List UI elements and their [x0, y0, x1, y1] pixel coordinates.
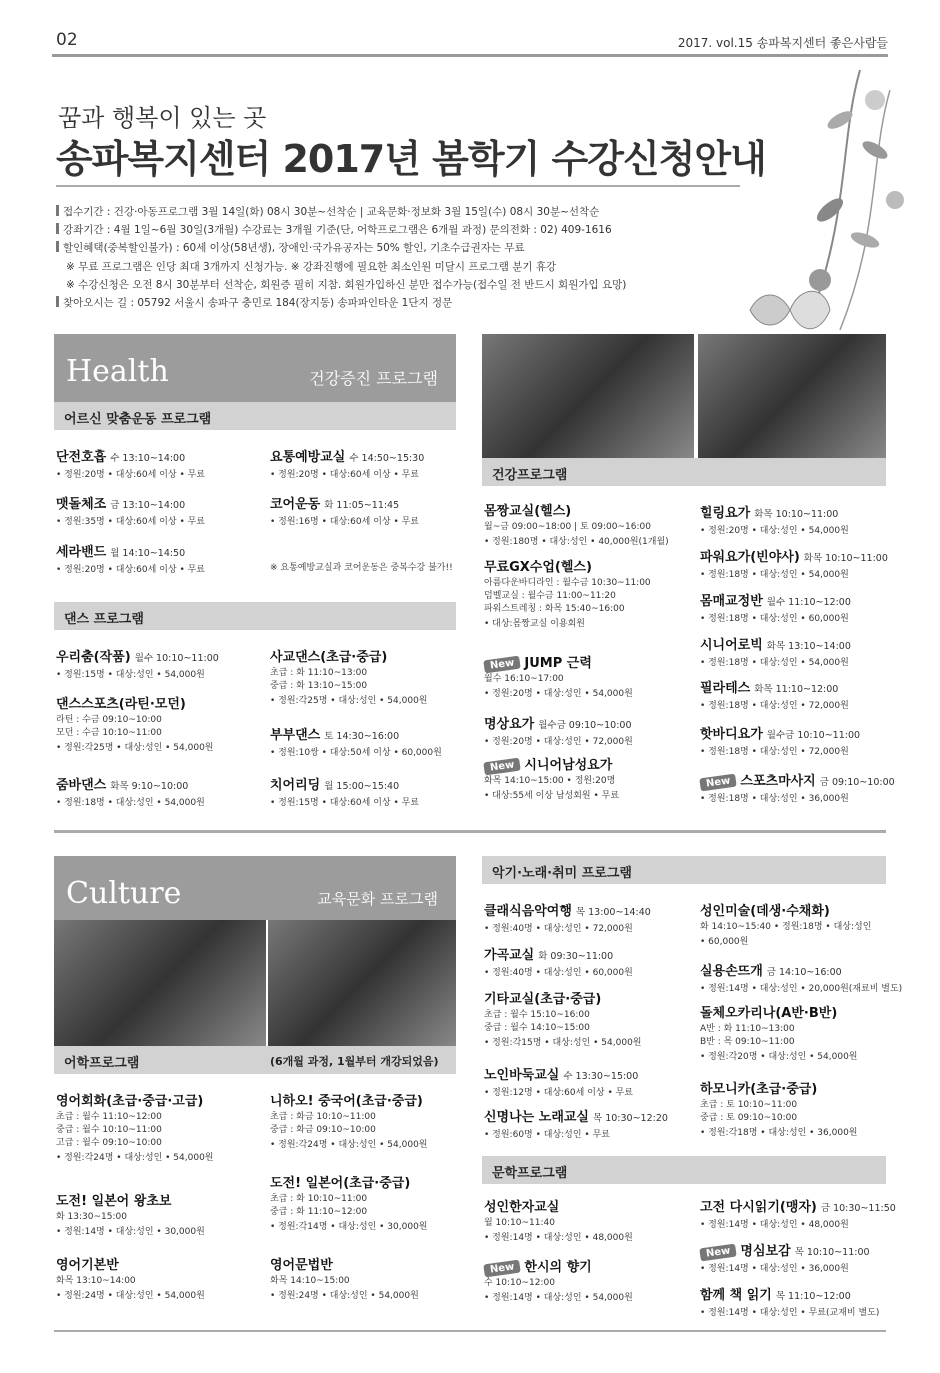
program-schedule: 중급 : 화 13:10~15:00 [270, 681, 368, 691]
footer-divider [54, 1330, 886, 1332]
culture-banner [54, 856, 456, 920]
program-item [270, 446, 424, 480]
program-schedule: 초급 : 화 10:10~11:00 [270, 1194, 368, 1204]
program-name: 세라밴드 월 14:10~14:50 [56, 545, 186, 560]
program-name: 기타교실(초급·중급) [484, 992, 602, 1007]
program-item [700, 546, 888, 580]
program-item [700, 1240, 870, 1274]
program-schedule: 화목 14:10~15:00 [270, 1276, 350, 1286]
program-details: • 정원:18명 • 대상:성인 • 54,000원 [700, 570, 849, 580]
music-band: 악기·노래·취미 프로그램 [482, 856, 886, 884]
program-name: 댄스스포츠(라틴·모던) [56, 697, 186, 712]
program-name: 클래식음악여행 목 13:00~14:40 [484, 904, 651, 919]
program-time: 화목 13:10~14:00 [766, 641, 851, 652]
info-line: 할인혜택(중복할인불가) : 60세 이상(58년생), 장애인·국가유공자는 50% 할인, 기초수급권자는 무료 [56, 240, 525, 255]
new-badge: New [483, 758, 521, 776]
program-time: 화목 10:10~11:00 [754, 509, 839, 520]
program-name: 돌체오카리나(A반·B반) [700, 1006, 838, 1021]
program-details: • 정원:각18명 • 대상:성인 • 36,000원 [700, 1128, 858, 1138]
program-item [56, 693, 213, 753]
program-time: 금 14:10~16:00 [766, 967, 842, 978]
program-name: 노인바둑교실 수 13:30~15:00 [484, 1068, 639, 1083]
photo-yoga-class [482, 334, 694, 458]
photo-culture-class [268, 920, 456, 1046]
program-details: • 정원:각25명 • 대상:성인 • 54,000원 [56, 743, 214, 753]
program-name: 파워요가(빈야사) 화목 10:10~11:00 [700, 550, 888, 565]
program-schedule: 파워스트레칭 : 화목 15:40~16:00 [484, 604, 625, 614]
program-item [56, 646, 219, 680]
program-item [270, 1254, 419, 1301]
program-schedule: B반 : 목 09:10~11:00 [700, 1037, 795, 1047]
program-name: 성인한자교실 [484, 1200, 560, 1215]
program-time: 수 13:10~14:00 [110, 453, 186, 464]
program-details: • 정원:18명 • 대상:성인 • 54,000원 [700, 658, 849, 668]
program-item [484, 988, 641, 1048]
program-time: 수 13:30~15:00 [563, 1071, 639, 1082]
program-details: • 정원:24명 • 대상:성인 • 54,000원 [270, 1291, 419, 1301]
program-details: • 정원:각20명 • 대상:성인 • 54,000원 [700, 1052, 858, 1062]
program-details: • 정원:18명 • 대상:성인 • 36,000원 [700, 794, 849, 804]
program-time: 월수금 09:10~10:00 [538, 720, 632, 731]
program-name: New 스포츠마사지 금 09:10~10:00 [700, 770, 895, 789]
program-time: 월수 10:10~11:00 [134, 653, 219, 664]
program-time: 월수 11:10~12:00 [766, 597, 851, 608]
program-time: 금 10:30~11:50 [820, 1203, 896, 1214]
program-details: • 정원:35명 • 대상:60세 이상 • 무료 [56, 517, 206, 527]
program-details: • 정원:20명 • 대상:성인 • 54,000원 [700, 526, 849, 536]
program-details: • 정원:24명 • 대상:성인 • 54,000원 [56, 1291, 205, 1301]
info-note: ※ 수강신청은 오전 8시 30분부터 선착순, 회원증 필히 지참. 회원가입하신 분만 접수가능(접수일 전 반드시 회원가입 요망) [66, 279, 627, 291]
program-details: • 정원:18명 • 대상:성인 • 72,000원 [700, 701, 849, 711]
program-details: • 정원:10쌍 • 대상:50세 이상 • 60,000원 [270, 748, 442, 758]
program-name: 니하오! 중국어(초급·중급) [270, 1094, 423, 1109]
program-item [484, 1064, 638, 1098]
program-name: New 한시의 향기 [484, 1256, 633, 1275]
program-schedule: 월 10:10~11:40 [484, 1218, 555, 1228]
program-name: 사교댄스(초급·중급) [270, 650, 388, 665]
program-item [700, 1078, 857, 1138]
program-name: 함께 책 읽기 목 11:10~12:00 [700, 1288, 851, 1303]
culture-subtitle: 교육문화 프로그램 [317, 890, 438, 908]
program-name: 부부댄스 토 14:30~16:00 [270, 728, 400, 743]
new-badge: New [483, 1260, 521, 1278]
program-schedule: 초급 : 화금 10:10~11:00 [270, 1112, 376, 1122]
program-details: • 정원:14명 • 대상:성인 • 20,000원(재료비 별도) [700, 984, 903, 994]
program-details: • 정원:각25명 • 대상:성인 • 54,000원 [270, 696, 428, 706]
program-time: 화목 11:10~12:00 [754, 684, 839, 695]
program-item [484, 754, 619, 801]
program-details: • 정원:12명 • 대상:60세 이상 • 무료 [484, 1088, 634, 1098]
program-name: 단전호흡 수 13:10~14:00 [56, 450, 186, 465]
program-item [700, 1002, 857, 1062]
info-line: 접수기간 : 건강·아동프로그램 3월 14일(화) 08시 30분~선착순 | 교육문화·정보화 3월 15일(수) 08시 30분~선착순 [56, 204, 599, 219]
program-details: • 60,000원 [700, 937, 749, 947]
info-note: ※ 무료 프로그램은 인당 최대 3개까지 신청가능. ※ 강좌진행에 필요한 최소인원 미달시 프로그램 분기 휴강 [66, 261, 557, 273]
program-details: • 정원:20명 • 대상:성인 • 54,000원 [484, 689, 633, 699]
program-schedule: 화목 13:10~14:00 [56, 1276, 136, 1286]
program-schedule: 화목 14:10~15:00 • 정원:20명 [484, 776, 616, 786]
program-item [270, 493, 419, 527]
program-details: • 대상:몸짱교실 이용회원 [484, 619, 586, 629]
program-schedule: 초급 : 토 10:10~11:00 [700, 1100, 798, 1110]
program-details: • 정원:14명 • 대상:성인 • 30,000원 [56, 1227, 205, 1237]
dance-band: 댄스 프로그램 [54, 602, 456, 630]
program-schedule: 중급 : 화금 09:10~10:00 [270, 1125, 376, 1135]
program-item [700, 1284, 879, 1318]
program-details: • 정원:14명 • 대상:성인 • 54,000원 [484, 1293, 633, 1303]
senior-note: ※ 요통예방교실과 코어운동은 중복수강 불가!! [270, 563, 453, 573]
program-name: 신명나는 노래교실 목 10:30~12:20 [484, 1110, 668, 1125]
program-details: • 정원:180명 • 대상:성인 • 40,000원(1개월) [484, 537, 669, 547]
program-schedule: 덤벨교실 : 월수금 11:00~11:20 [484, 591, 616, 601]
program-details: • 정원:16명 • 대상:60세 이상 • 무료 [270, 517, 420, 527]
health-subtitle: 건강증진 프로그램 [309, 369, 438, 388]
program-name: 하모니카(초급·중급) [700, 1082, 818, 1097]
program-schedule: 화 14:10~15:40 • 정원:18명 • 대상:성인 [700, 922, 872, 932]
program-time: 월수금 10:10~11:00 [766, 730, 861, 741]
program-item [700, 677, 849, 711]
program-name: 고전 다시읽기(맹자) 금 10:30~11:50 [700, 1200, 896, 1215]
program-name: 시니어로빅 화목 13:10~14:00 [700, 638, 851, 653]
program-details: • 정원:60명 • 대상:성인 • 무료 [484, 1130, 610, 1140]
program-schedule: 중급 : 화 11:10~12:00 [270, 1207, 368, 1217]
program-item [700, 900, 871, 947]
program-name: 치어리딩 월 15:00~15:40 [270, 778, 400, 793]
program-schedule: 고급 : 월수 09:10~10:00 [56, 1138, 162, 1148]
program-schedule: 화 13:30~15:00 [56, 1212, 127, 1222]
flower-decoration [690, 60, 910, 340]
new-badge: New [699, 1244, 737, 1262]
program-name: 영어기본반 [56, 1258, 119, 1273]
program-schedule: 중급 : 월수 10:10~11:00 [56, 1125, 162, 1135]
program-details: • 정원:14명 • 대상:성인 • 무료(교재비 별도) [700, 1308, 880, 1318]
issue-info: 2017. vol.15 송파복지센터 좋은사람들 [677, 36, 888, 50]
program-name: 도전! 일본어 왕초보 [56, 1194, 172, 1209]
program-name: New JUMP 근력 [484, 652, 633, 671]
program-time: 목 10:30~12:20 [593, 1113, 668, 1124]
program-schedule: 수 10:10~12:00 [484, 1278, 555, 1288]
program-schedule: 초급 : 월수 11:10~12:00 [56, 1112, 162, 1122]
program-item [700, 634, 851, 668]
program-name: 줌바댄스 화목 9:10~10:00 [56, 778, 189, 793]
program-time: 금 09:10~10:00 [819, 777, 895, 788]
culture-title: Culture [66, 876, 182, 911]
program-details: • 정원:20명 • 대상:60세 이상 • 무료 [270, 470, 420, 480]
photo-exercise-class [698, 334, 886, 458]
program-details: • 대상:55세 이상 남성회원 • 무료 [484, 791, 620, 801]
health-program-band: 건강프로그램 [482, 458, 886, 486]
program-name: 몸매교정반 월수 11:10~12:00 [700, 594, 851, 609]
program-details: • 정원:15명 • 대상:성인 • 54,000원 [56, 670, 205, 680]
program-item [484, 900, 651, 934]
program-time: 화 09:30~11:00 [538, 951, 614, 962]
sub-title: 꿈과 행복이 있는 곳 [58, 104, 267, 132]
program-details: • 정원:20명 • 대상:60세 이상 • 무료 [56, 470, 206, 480]
program-item [270, 1172, 427, 1232]
program-name: 도전! 일본어(초급·중급) [270, 1176, 411, 1191]
program-details: • 정원:각24명 • 대상:성인 • 54,000원 [56, 1153, 214, 1163]
program-details: • 정원:20명 • 대상:60세 이상 • 무료 [56, 565, 206, 575]
header-divider [52, 54, 888, 57]
program-name: 핫바디요가 월수금 10:10~11:00 [700, 727, 861, 742]
program-schedule: 중급 : 월수 14:10~15:00 [484, 1023, 590, 1033]
program-details: • 정원:15명 • 대상:60세 이상 • 무료 [270, 798, 420, 808]
program-item [484, 556, 651, 629]
program-schedule: A반 : 화 11:10~13:00 [700, 1024, 795, 1034]
program-item [270, 724, 442, 758]
lit-band: 문학프로그램 [482, 1156, 886, 1184]
program-name: 영어회화(초급·중급·고급) [56, 1094, 204, 1109]
program-item [700, 960, 902, 994]
program-item [56, 493, 205, 527]
program-name: 힐링요가 화목 10:10~11:00 [700, 506, 839, 521]
program-item [484, 713, 633, 747]
program-details: • 정원:18명 • 대상:성인 • 60,000원 [700, 614, 849, 624]
program-item [270, 646, 427, 706]
program-item [56, 774, 205, 808]
program-details: • 정원:14명 • 대상:성인 • 36,000원 [700, 1264, 849, 1274]
program-details: • 정원:20명 • 대상:성인 • 72,000원 [484, 737, 633, 747]
health-title: Health [66, 354, 169, 389]
program-item [270, 1090, 427, 1150]
main-title: 송파복지센터 2017년 봄학기 수강신청안내 [56, 137, 766, 181]
section-divider [54, 830, 886, 833]
program-item [484, 652, 633, 699]
program-item [700, 590, 851, 624]
program-item [484, 944, 633, 978]
program-schedule: 아름다운바디라인 : 월수금 10:30~11:00 [484, 578, 651, 588]
program-details: • 정원:40명 • 대상:성인 • 60,000원 [484, 968, 633, 978]
program-name: 성인미술(데생·수채화) [700, 904, 830, 919]
program-name: 코어운동 화 11:05~11:45 [270, 497, 400, 512]
program-time: 목 11:10~12:00 [775, 1291, 851, 1302]
program-item [700, 502, 849, 536]
title-underline [56, 185, 740, 187]
program-time: 수 14:50~15:30 [349, 453, 425, 464]
program-details: • 정원:각24명 • 대상:성인 • 54,000원 [270, 1140, 428, 1150]
program-name: 무료GX수업(헬스) [484, 560, 592, 575]
program-item [56, 446, 205, 480]
new-badge: New [483, 656, 521, 674]
program-item [56, 1190, 205, 1237]
program-name: 요통예방교실 수 14:50~15:30 [270, 450, 425, 465]
program-time: 금 13:10~14:00 [110, 500, 186, 511]
program-time: 목 13:00~14:40 [575, 907, 651, 918]
program-item [484, 1256, 633, 1303]
program-item [56, 1090, 213, 1163]
program-time: 화목 9:10~10:00 [110, 781, 189, 792]
program-name: New 명심보감 목 10:10~11:00 [700, 1240, 870, 1259]
info-line: 강좌기간 : 4월 1일~6월 30일(3개월) 수강료는 3개월 기준(단, 어학프로그램은 6개월 과정) 문의전화 : 02) 409-1616 [56, 222, 612, 237]
program-details: • 정원:18명 • 대상:성인 • 54,000원 [56, 798, 205, 808]
program-item [56, 1254, 205, 1301]
program-item [56, 541, 205, 575]
program-name: New 시니어남성요가 [484, 754, 619, 773]
program-schedule: 월수 16:10~17:00 [484, 674, 564, 684]
program-name: 맷돌체조 금 13:10~14:00 [56, 497, 186, 512]
program-time: 목 10:10~11:00 [794, 1247, 870, 1258]
program-schedule: 초급 : 화 11:10~13:00 [270, 668, 368, 678]
program-details: • 정원:각14명 • 대상:성인 • 30,000원 [270, 1222, 428, 1232]
program-schedule: 중급 : 토 09:10~10:00 [700, 1113, 798, 1123]
info-line: 찾아오시는 길 : 05792 서울시 송파구 충민로 184(장지동) 송파파인타운 1단지 정문 [56, 295, 452, 310]
health-banner [54, 334, 456, 402]
program-name: 우리춤(작품) 월수 10:10~11:00 [56, 650, 219, 665]
program-time: 화목 10:10~11:00 [803, 553, 888, 564]
program-item [484, 500, 669, 547]
program-name: 명상요가 월수금 09:10~10:00 [484, 717, 632, 732]
program-schedule: 월~금 09:00~18:00 | 토 09:00~16:00 [484, 522, 651, 532]
program-details: • 정원:18명 • 대상:성인 • 72,000원 [700, 747, 849, 757]
program-time: 토 14:30~16:00 [324, 731, 400, 742]
program-item [700, 770, 895, 804]
page-number: 02 [56, 30, 78, 50]
program-details: • 정원:40명 • 대상:성인 • 72,000원 [484, 924, 633, 934]
program-item [484, 1196, 633, 1243]
program-time: 화 11:05~11:45 [324, 500, 400, 511]
program-time: 월 14:10~14:50 [110, 548, 186, 559]
program-name: 영어문법반 [270, 1258, 333, 1273]
program-time: 월 15:00~15:40 [324, 781, 400, 792]
program-name: 몸짱교실(헬스) [484, 504, 572, 519]
new-badge: New [699, 774, 737, 792]
program-name: 가곡교실 화 09:30~11:00 [484, 948, 614, 963]
program-details: • 정원:14명 • 대상:성인 • 48,000원 [700, 1220, 849, 1230]
program-schedule: 모던 : 수금 10:10~11:00 [56, 728, 162, 738]
program-item [700, 723, 860, 757]
photo-music-class [54, 920, 266, 1046]
program-item [270, 774, 419, 808]
program-name: 실용손뜨개 금 14:10~16:00 [700, 964, 842, 979]
senior-band: 어르신 맞춤운동 프로그램 [54, 402, 456, 430]
program-details: • 정원:각15명 • 대상:성인 • 54,000원 [484, 1038, 642, 1048]
program-schedule: 라틴 : 수금 09:10~10:00 [56, 715, 162, 725]
program-item [484, 1106, 668, 1140]
program-schedule: 초급 : 월수 15:10~16:00 [484, 1010, 590, 1020]
program-name: 필라테스 화목 11:10~12:00 [700, 681, 839, 696]
program-details: • 정원:14명 • 대상:성인 • 48,000원 [484, 1233, 633, 1243]
program-item [700, 1196, 896, 1230]
lang-band: 어학프로그램 (6개월 과정, 1월부터 개강되었음) [54, 1046, 456, 1074]
